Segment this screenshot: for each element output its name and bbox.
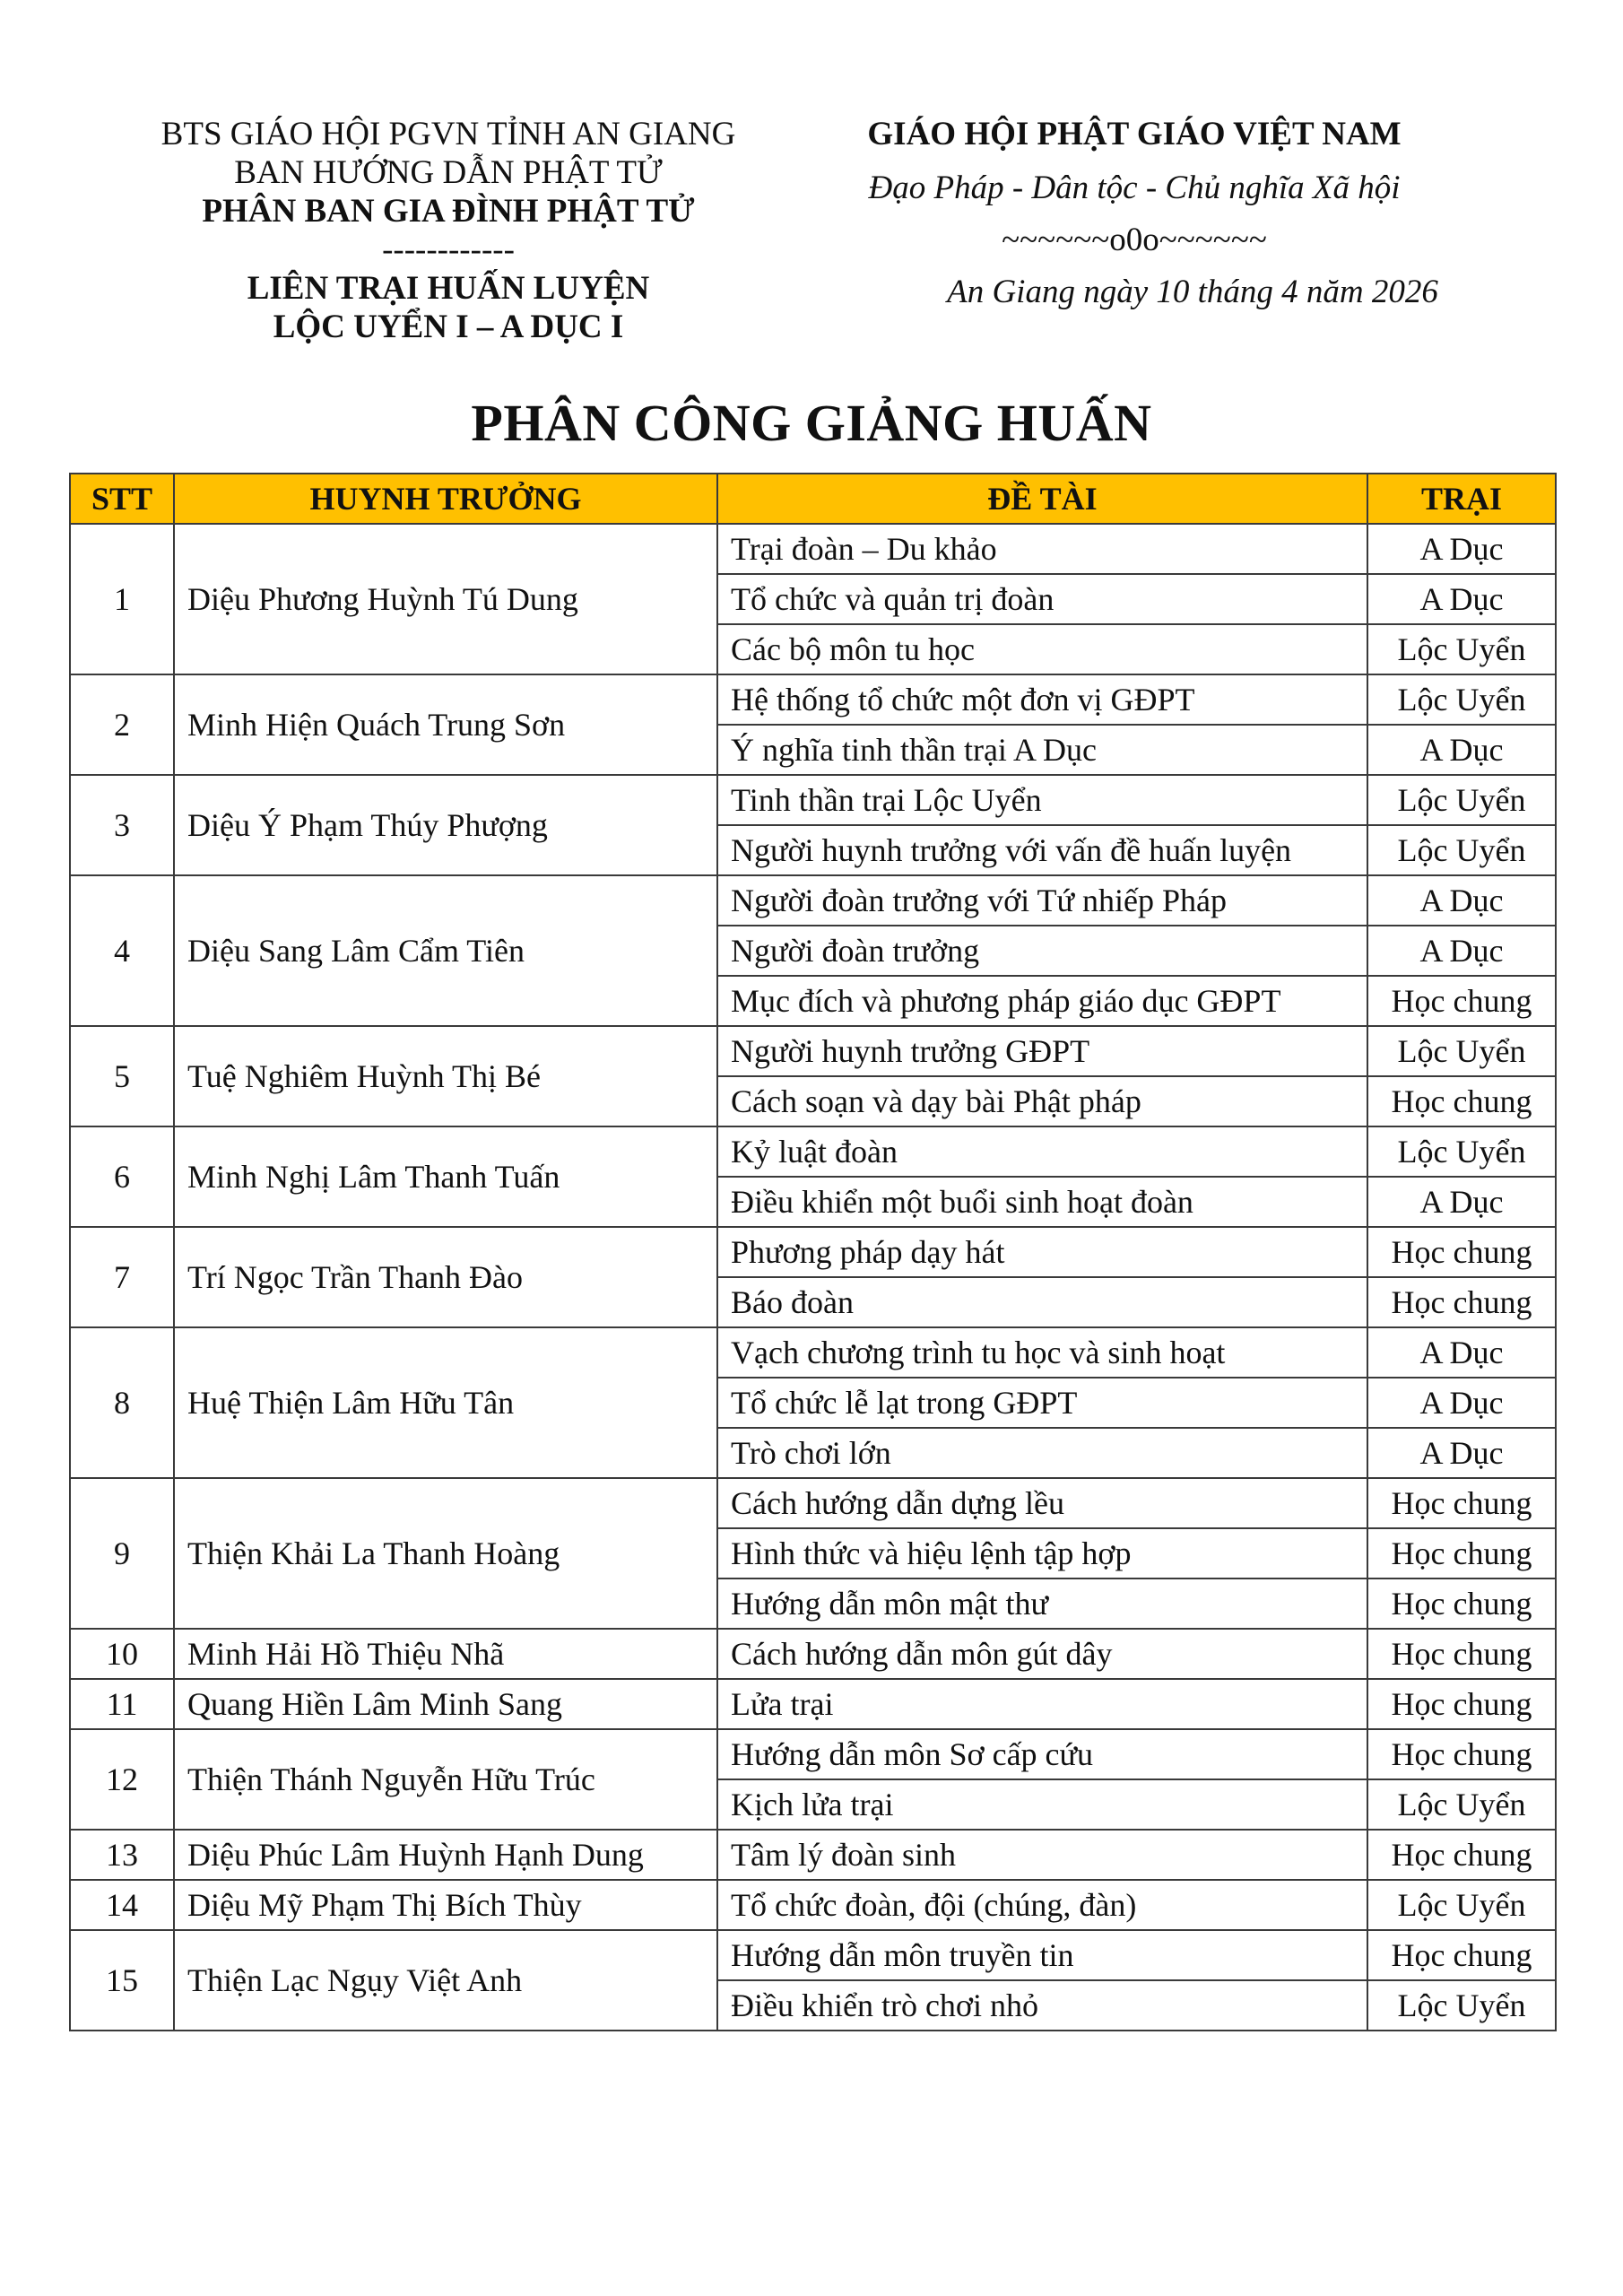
camp-name-line-2: LỘC UYỂN I – A DỤC I [273, 309, 624, 345]
camp-cell: Lộc Uyển [1367, 1126, 1556, 1177]
camp-cell: Lộc Uyển [1367, 1779, 1556, 1830]
instructor-name: Diệu Phúc Lâm Huỳnh Hạnh Dung [174, 1830, 717, 1880]
instructor-name: Trí Ngọc Trần Thanh Đào [174, 1227, 717, 1327]
camp-cell: A Dục [1367, 1177, 1556, 1227]
camp-cell: Học chung [1367, 1830, 1556, 1880]
topic-cell: Lửa trại [717, 1679, 1367, 1729]
header-stt: STT [70, 474, 174, 524]
topic-cell: Cách hướng dẫn môn gút dây [717, 1629, 1367, 1679]
table-row [70, 875, 1556, 926]
camp-cell: A Dục [1367, 574, 1556, 624]
table-row [70, 1227, 1556, 1277]
header-camp: TRẠI [1367, 474, 1556, 524]
row-number: 13 [70, 1830, 174, 1880]
topic-cell: Trại đoàn – Du khảo [717, 524, 1367, 574]
topic-cell: Người đoàn trưởng [717, 926, 1367, 976]
instructor-name: Huệ Thiện Lâm Hữu Tân [174, 1327, 717, 1478]
motto: Đạo Pháp - Dân tộc - Chủ nghĩa Xã hội [868, 170, 1401, 206]
topic-cell: Hướng dẫn môn truyền tin [717, 1930, 1367, 1980]
topic-cell: Cách soạn và dạy bài Phật pháp [717, 1076, 1367, 1126]
row-number: 5 [70, 1026, 174, 1126]
row-number: 4 [70, 875, 174, 1026]
topic-cell: Tổ chức và quản trị đoàn [717, 574, 1367, 624]
camp-name-line-1: LIÊN TRẠI HUẤN LUYỆN [247, 270, 650, 307]
camp-cell: A Dục [1367, 1327, 1556, 1378]
table-row [70, 1729, 1556, 1779]
camp-cell: Học chung [1367, 1227, 1556, 1277]
authority-line-3: PHÂN BAN GIA ĐÌNH PHẬT TỬ [202, 193, 695, 230]
camp-cell: A Dục [1367, 524, 1556, 574]
row-number: 1 [70, 524, 174, 674]
instructor-name: Diệu Mỹ Phạm Thị Bích Thùy [174, 1880, 717, 1930]
table-row [70, 1679, 1556, 1729]
camp-cell: Học chung [1367, 1076, 1556, 1126]
table-row [70, 1026, 1556, 1076]
camp-cell: Học chung [1367, 976, 1556, 1026]
instructor-name: Diệu Sang Lâm Cẩm Tiên [174, 875, 717, 1026]
topic-cell: Người huynh trưởng với vấn đề huấn luyện [717, 825, 1367, 875]
camp-cell: A Dục [1367, 725, 1556, 775]
topic-cell: Tổ chức lễ lạt trong GĐPT [717, 1378, 1367, 1428]
camp-cell: Lộc Uyển [1367, 1880, 1556, 1930]
table-row [70, 1327, 1556, 1378]
table-row [70, 1930, 1556, 1980]
camp-cell: A Dục [1367, 1378, 1556, 1428]
topic-cell: Tổ chức đoàn, đội (chúng, đàn) [717, 1880, 1367, 1930]
authority-separator: ------------ [382, 231, 515, 268]
instructor-name: Thiện Lạc Ngụy Việt Anh [174, 1930, 717, 2031]
table-row [70, 1629, 1556, 1679]
topic-cell: Mục đích và phương pháp giáo dục GĐPT [717, 976, 1367, 1026]
camp-cell: Học chung [1367, 1528, 1556, 1578]
organization-name: GIÁO HỘI PHẬT GIÁO VIỆT NAM [867, 116, 1402, 152]
table-row [70, 1126, 1556, 1177]
row-number: 3 [70, 775, 174, 875]
topic-cell: Báo đoàn [717, 1277, 1367, 1327]
topic-cell: Ý nghĩa tinh thần trại A Dục [717, 725, 1367, 775]
topic-cell: Hình thức và hiệu lệnh tập hợp [717, 1528, 1367, 1578]
camp-cell: Lộc Uyển [1367, 825, 1556, 875]
camp-cell: Học chung [1367, 1930, 1556, 1980]
topic-cell: Người đoàn trưởng với Tứ nhiếp Pháp [717, 875, 1367, 926]
assignment-table [69, 473, 1557, 2031]
table-row [70, 1478, 1556, 1528]
row-number: 11 [70, 1679, 174, 1729]
authority-line-2: BAN HƯỚNG DẪN PHẬT TỬ [234, 154, 663, 191]
row-number: 9 [70, 1478, 174, 1629]
camp-cell: Học chung [1367, 1578, 1556, 1629]
instructor-name: Minh Nghị Lâm Thanh Tuấn [174, 1126, 717, 1227]
table-header-row [70, 474, 1556, 524]
camp-cell: A Dục [1367, 926, 1556, 976]
topic-cell: Trò chơi lớn [717, 1428, 1367, 1478]
row-number: 12 [70, 1729, 174, 1830]
topic-cell: Tinh thần trại Lộc Uyển [717, 775, 1367, 825]
camp-cell: Học chung [1367, 1478, 1556, 1528]
place-and-date: An Giang ngày 10 tháng 4 năm 2026 [947, 274, 1438, 310]
camp-cell: Lộc Uyển [1367, 1026, 1556, 1076]
row-number: 14 [70, 1880, 174, 1930]
camp-cell: A Dục [1367, 1428, 1556, 1478]
topic-cell: Các bộ môn tu học [717, 624, 1367, 674]
topic-cell: Điều khiển trò chơi nhỏ [717, 1980, 1367, 2031]
instructor-name: Tuệ Nghiêm Huỳnh Thị Bé [174, 1026, 717, 1126]
camp-cell: Lộc Uyển [1367, 1980, 1556, 2031]
camp-cell: Học chung [1367, 1679, 1556, 1729]
document-title: PHÂN CÔNG GIẢNG HUẤN [471, 394, 1152, 452]
instructor-name: Diệu Ý Phạm Thúy Phượng [174, 775, 717, 875]
instructor-name: Minh Hải Hồ Thiệu Nhã [174, 1629, 717, 1679]
instructor-name: Minh Hiện Quách Trung Sơn [174, 674, 717, 775]
authority-line-1: BTS GIÁO HỘI PGVN TỈNH AN GIANG [161, 116, 736, 152]
camp-cell: Học chung [1367, 1277, 1556, 1327]
topic-cell: Tâm lý đoàn sinh [717, 1830, 1367, 1880]
topic-cell: Hướng dẫn môn Sơ cấp cứu [717, 1729, 1367, 1779]
row-number: 10 [70, 1629, 174, 1679]
topic-cell: Hệ thống tổ chức một đơn vị GĐPT [717, 674, 1367, 725]
topic-cell: Cách hướng dẫn dựng lều [717, 1478, 1367, 1528]
national-header-block [789, 115, 1623, 312]
issuing-authority-block [117, 115, 780, 346]
header-separator: ~~~~~~o0o~~~~~~ [1002, 222, 1267, 258]
row-number: 7 [70, 1227, 174, 1327]
table-row [70, 1830, 1556, 1880]
header-instructor: HUYNH TRƯỞNG [174, 474, 717, 524]
camp-cell: Học chung [1367, 1729, 1556, 1779]
table-row [70, 524, 1556, 574]
instructor-name: Quang Hiền Lâm Minh Sang [174, 1679, 717, 1729]
topic-cell: Vạch chương trình tu học và sinh hoạt [717, 1327, 1367, 1378]
topic-cell: Phương pháp dạy hát [717, 1227, 1367, 1277]
camp-cell: Học chung [1367, 1629, 1556, 1679]
table-row [70, 674, 1556, 725]
topic-cell: Kỷ luật đoàn [717, 1126, 1367, 1177]
topic-cell: Hướng dẫn môn mật thư [717, 1578, 1367, 1629]
camp-cell: Lộc Uyển [1367, 775, 1556, 825]
table-row [70, 1880, 1556, 1930]
topic-cell: Kịch lửa trại [717, 1779, 1367, 1830]
table-body [70, 524, 1556, 2031]
topic-cell: Điều khiển một buổi sinh hoạt đoàn [717, 1177, 1367, 1227]
camp-cell: Lộc Uyển [1367, 624, 1556, 674]
table-row [70, 775, 1556, 825]
header-topic: ĐỀ TÀI [717, 474, 1367, 524]
topic-cell: Người huynh trưởng GĐPT [717, 1026, 1367, 1076]
instructor-name: Thiện Thánh Nguyễn Hữu Trúc [174, 1729, 717, 1830]
camp-cell: Lộc Uyển [1367, 674, 1556, 725]
row-number: 2 [70, 674, 174, 775]
row-number: 8 [70, 1327, 174, 1478]
row-number: 6 [70, 1126, 174, 1227]
camp-cell: A Dục [1367, 875, 1556, 926]
instructor-name: Thiện Khải La Thanh Hoàng [174, 1478, 717, 1629]
row-number: 15 [70, 1930, 174, 2031]
instructor-name: Diệu Phương Huỳnh Tú Dung [174, 524, 717, 674]
